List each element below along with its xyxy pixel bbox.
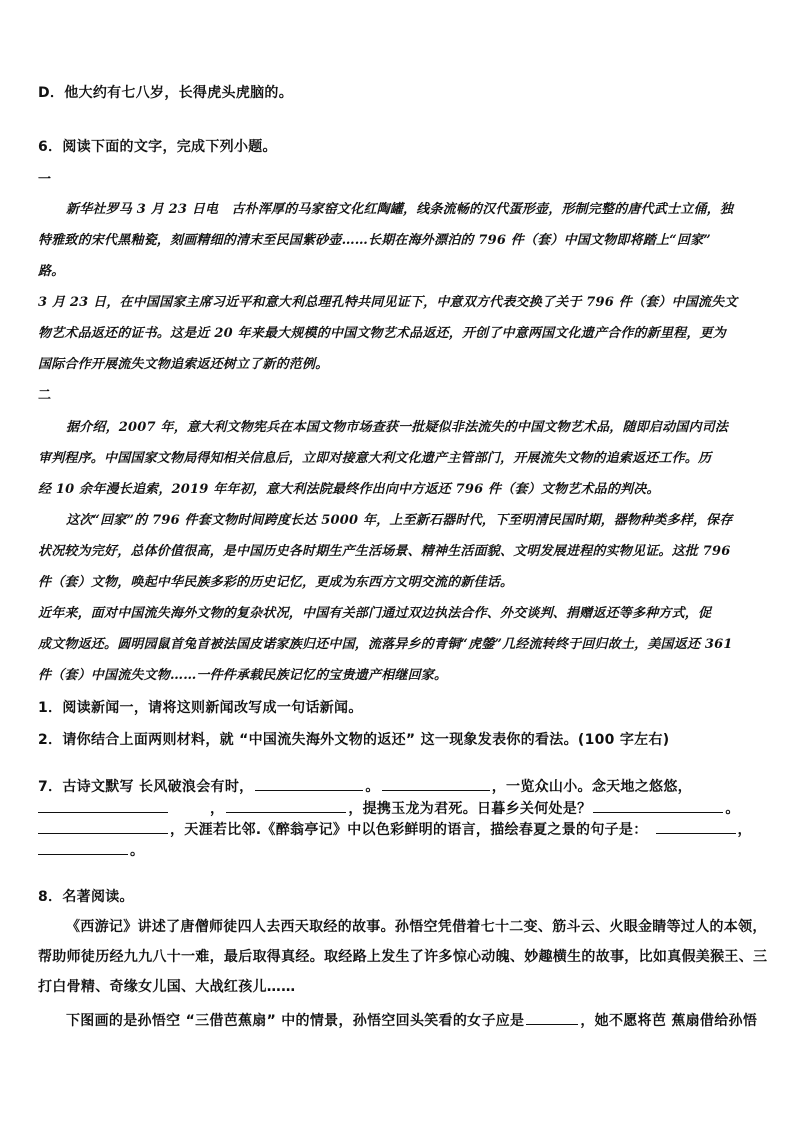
article-2-para-2-line-2: 状况较为完好，总体价值很高，是中国历史各时期生产生活场景、精神生活面貌、文明发展进程的实物见证。这批 796 [38,544,731,559]
question-8-para-1-line-1: 《西游记》讲述了唐僧师徒四人去西天取经的故事。孙悟空凭借着七十二变、筋斗云、火眼金睛等过人的本领， [66,919,767,935]
question-8-para-2 [66,1010,757,1030]
question-7-line-1 [38,776,692,796]
question-8-para-1-line-2: 帮助师徒历经九九八十一难，最后取得真经。取经路上发生了许多惊心动魄、妙趣横生的故事，比如真假美猴王、三 [38,949,768,965]
article-2-para-1-line-1: 据介绍，2007 年，意大利文物宪兵在本国文物市场查获一批疑似非法流失的中国文物艺术品，随即启动国内司法 [66,420,729,435]
question-7-line-2 [38,798,740,818]
article-2-para-1-line-3: 经 10 余年漫长追索，2019 年年初，意大利法院最终作出向中方返还 796 件（套）文物艺术品的判决。 [38,482,660,497]
q7-blank-3[interactable] [38,798,168,813]
article-2-para-1-line-2: 审判程序。中国国家文物局得知相关信息后，立即对接意大利文化遗产主管部门，开展流失文物的追索返还工作。历 [38,451,712,466]
q7-blank-4[interactable] [226,798,346,813]
section-one-marker: 一 [38,172,52,187]
section-two-marker: 二 [38,388,52,403]
article-1-para-2-line-1: 3 月 23 日，在中国国家主席习近平和意大利总理孔特共同见证下，中意双方代表交换了关于 796 件（套）中国流失文 [38,295,738,310]
question-7-line-3 [38,819,752,839]
article-1-para-1-line-2: 特雅致的宋代黑釉瓷，刻画精细的清末至民国紫砂壶……长期在海外漂泊的 796 件（套）中国文物即将踏上“回家” [38,233,711,248]
question-6-title: 6．阅读下面的文字，完成下列小题。 [38,139,277,155]
q8-blank-1[interactable] [526,1010,578,1025]
q7-text-e: ，提携玉龙为君死。日暮乡关何处是？ [348,801,592,817]
question-8-para-1-line-3: 打白骨精、奇缘女儿国、大战红孩儿…… [38,979,296,995]
question-6-sub-1: 1．阅读新闻一，请将这则新闻改写成一句话新闻。 [38,700,363,716]
q7-text-i: 。 [130,843,145,859]
article-1-para-1-line-3: 路。 [38,264,65,279]
q8-text-b: ，她不愿将芭 蕉扇借给孙悟 [580,1013,758,1029]
article-2-para-2-line-1: 这次“回家”的 796 件套文物时间跨度长达 5000 年，上至新石器时代，下至明清民国时期，器物种类多样，保存 [66,513,733,528]
question-8-title: 8．名著阅读。 [38,889,134,905]
article-2-para-3-line-3: 件（套）中国流失文物……一件件承载民族记忆的宝贵遗产相继回家。 [38,668,448,683]
q7-text-h: ， [737,822,752,838]
q7-text-f: 。 [725,801,740,817]
q7-blank-1[interactable] [255,776,363,791]
q7-blank-2[interactable] [382,776,490,791]
q7-text-g: ，天涯若比邻.《醉翁亭记》中以色彩鲜明的语言，描绘春夏之景的句子是： [170,822,648,838]
q7-blank-5[interactable] [593,798,723,813]
q7-blank-7[interactable] [656,819,736,834]
q7-prompt-a: 7．古诗文默写 长风破浪会有时， [38,779,254,795]
article-2-para-3-line-1: 近年来，面对中国流失海外文物的复杂状况，中国有关部门通过双边执法合作、外交谈判、捐赠返还等多种方式，促 [38,606,712,621]
question-7-line-4 [38,840,144,860]
article-1-para-1-line-1: 新华社罗马 3 月 23 日电 古朴浑厚的马家窑文化红陶罐，线条流畅的汉代蛋形壶，形制完整的唐代武士立俑，独 [66,202,734,217]
q7-blank-8[interactable] [38,840,128,855]
question-5-option-d: D．他大约有七八岁，长得虎头虎脑的。 [38,85,294,101]
article-2-para-2-line-3: 件（套）文物，唤起中华民族多彩的历史记忆，更成为东西方文明交流的新佳话。 [38,575,514,590]
q7-text-c: ，一览众山小。念天地之悠悠， [491,779,692,795]
q7-text-d: ， [210,801,225,817]
question-6-sub-2: 2．请你结合上面两则材料，就 “中国流失海外文物的返还” 这一现象发表你的看法。(100 字左右) [38,732,670,748]
article-1-para-2-line-3: 国际合作开展流失文物追索返还树立了新的范例。 [38,357,329,372]
article-2-para-3-line-2: 成文物返还。圆明园鼠首兔首被法国皮诺家族归还中国，流落异乡的青铜“虎鎣”几经流转终于回归故土，美国返还 361 [38,637,733,652]
q8-text-a: 下图画的是孙悟空 “三借芭蕉扇” 中的情景，孙悟空回头笑看的女子应是 [66,1013,525,1029]
article-1-para-2-line-2: 物艺术品返还的证书。这是近 20 年来最大规模的中国文物艺术品返还，开创了中意两国文化遗产合作的新里程，更为 [38,326,726,341]
q7-text-b: 。 [365,779,380,795]
q7-blank-6[interactable] [38,819,168,834]
